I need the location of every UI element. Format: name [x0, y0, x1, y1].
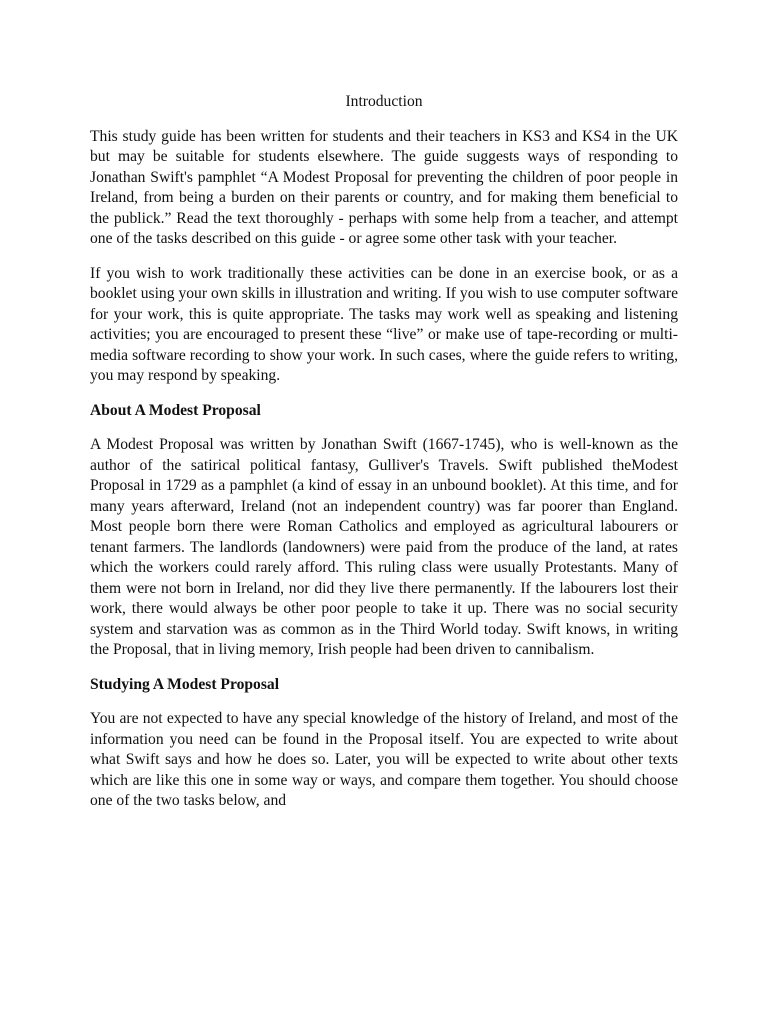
- section-heading-studying: Studying A Modest Proposal: [90, 675, 280, 693]
- intro-paragraph-1: This study guide has been written for students and their teachers in KS3 and KS4 in the UK but may be suitable for students elsewhere. The guide suggests ways of responding to Jonathan Swift's pamphlet “A Modest Proposal for preventing the children of poor people in Ireland, from being a burden on their parents or country, and for making them beneficial to the publick.” Read the text thoroughly - perhaps with some help from a teacher, and attempt one of the tasks described on this guide - or agree some other task with your teacher.: [90, 127, 678, 247]
- about-paragraph: A Modest Proposal was written by Jonathan Swift (1667-1745), who is well-known as the author of the satirical political fantasy, Gulliver's Travels. Swift published theModest Proposal in 1729 as a pamphlet (a kind of essay in an unbound booklet). At this time, and for many years afterward, Ireland (not an independent country) was far poorer than England. Most people born there were Roman Catholics and employed as agricultural labourers or tenant farmers. The landlords (landowners) were paid from the produce of the land, at rates which the workers could rarely afford. This ruling class were usually Protestants. Many of them were not born in Ireland, nor did they live there permanently. If the labourers lost their work, there would always be other poor people to take it up. There was no social security system and starvation was as common as in the Third World today. Swift knows, in writing the Proposal, that in living memory, Irish people had been driven to cannibalism.: [90, 436, 678, 658]
- page-title: Introduction: [345, 93, 423, 110]
- section-heading-about: About A Modest Proposal: [90, 401, 261, 419]
- document-page: [90, 92, 678, 824]
- studying-paragraph: You are not expected to have any special knowledge of the history of Ireland, and most of the information you need can be found in the Proposal itself. You are expected to write about what Swift says and how he does so. Later, you will be expected to write about other texts which are like this one in some way or ways, and compare them together. You should choose one of the two tasks below, and: [90, 710, 678, 809]
- intro-paragraph-2: If you wish to work traditionally these activities can be done in an exercise book, or as a booklet using your own skills in illustration and writing. If you wish to use computer software for your work, this is quite appropriate. The tasks may work well as speaking and listening activities; you are encouraged to present these “live” or make use of tape-recording or multi-media software recording to show your work. In such cases, where the guide refers to writing, you may respond by speaking.: [90, 264, 678, 384]
